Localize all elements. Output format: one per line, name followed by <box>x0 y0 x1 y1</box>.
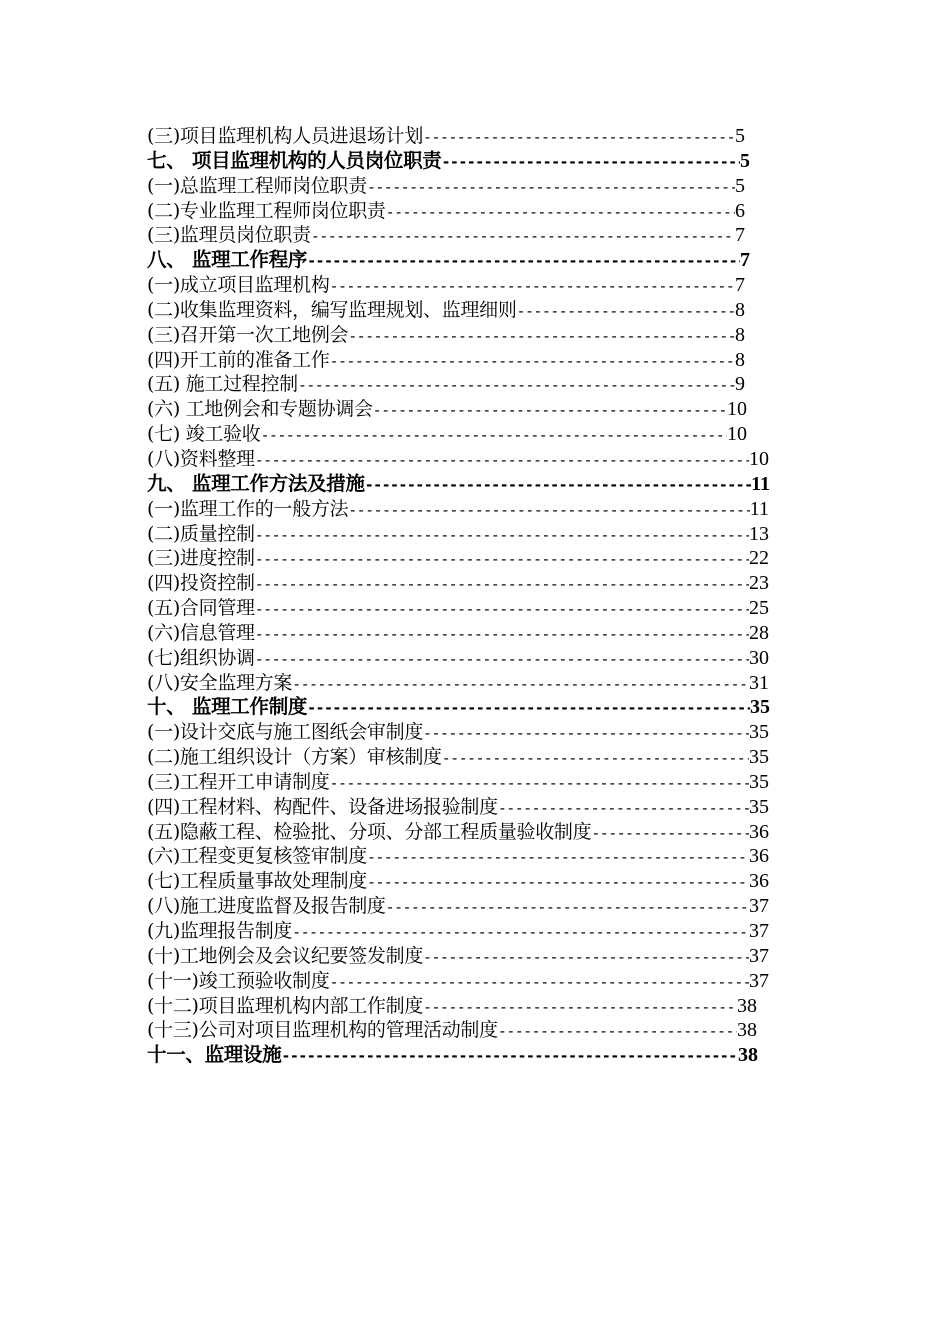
toc-entry-title: (一)成立项目监理机构 <box>147 274 330 297</box>
toc-entry-title: (四)投资控制 <box>147 572 255 595</box>
toc-dash-leader <box>386 895 749 919</box>
toc-dash-leader <box>330 349 735 373</box>
toc-page-number: 7 <box>740 249 750 272</box>
toc-dash-leader <box>255 547 749 571</box>
toc-section-entry[interactable] <box>147 323 745 348</box>
toc-dash-leader <box>423 125 735 149</box>
toc-entry-title: 十一、监理设施 <box>147 1043 282 1067</box>
toc-chapter-entry[interactable] <box>147 248 750 273</box>
toc-dash-leader <box>386 200 735 224</box>
toc-entry-title: (六)信息管理 <box>147 621 255 644</box>
toc-entry-title: (五)合同管理 <box>147 597 255 620</box>
toc-entry-title: (一)监理工作的一般方法 <box>147 497 349 520</box>
toc-entry-title: (十三)公司对项目监理机构的管理活动制度 <box>147 1019 498 1042</box>
toc-page-number: 36 <box>749 820 769 843</box>
toc-page-number: 6 <box>735 199 745 222</box>
toc-dash-leader <box>292 672 749 696</box>
toc-entry-title: 十、 监理工作制度 <box>147 695 308 719</box>
toc-dash-leader <box>255 523 749 547</box>
toc-entry-title: (四)开工前的准备工作 <box>147 348 330 371</box>
toc-page-number: 11 <box>749 497 769 520</box>
toc-page-number: 38 <box>737 1019 757 1042</box>
toc-dash-leader <box>330 771 749 795</box>
toc-dash-leader <box>517 299 735 323</box>
toc-dash-leader <box>298 373 735 397</box>
toc-page-number: 36 <box>749 870 769 893</box>
toc-dash-leader <box>423 995 737 1019</box>
toc-section-entry[interactable] <box>147 646 769 671</box>
toc-entry-title: (四)工程材料、构配件、设备进场报验制度 <box>147 795 498 818</box>
toc-page-number: 38 <box>737 994 757 1017</box>
toc-section-entry[interactable] <box>147 969 769 994</box>
toc-page-number: 9 <box>735 373 745 396</box>
toc-entry-title: (五)隐蔽工程、检验批、分项、分部工程质量验收制度 <box>147 820 592 843</box>
toc-page-number: 37 <box>749 969 769 992</box>
toc-page-number: 38 <box>738 1044 758 1067</box>
toc-section-entry[interactable] <box>147 844 769 869</box>
toc-dash-leader <box>260 423 727 447</box>
toc-section-entry[interactable] <box>147 522 769 547</box>
toc-dash-leader <box>591 821 749 845</box>
toc-section-entry[interactable] <box>147 770 769 795</box>
toc-section-entry[interactable] <box>147 422 747 447</box>
toc-page-number: 10 <box>727 423 747 446</box>
toc-entry-title: (一)总监理工程师岗位职责 <box>147 174 367 197</box>
toc-section-entry[interactable] <box>147 174 745 199</box>
table-of-contents <box>147 124 787 1068</box>
toc-entry-title: 八、 监理工作程序 <box>147 248 308 272</box>
toc-dash-leader <box>367 845 749 869</box>
toc-chapter-entry[interactable] <box>147 149 750 174</box>
toc-dash-leader <box>423 721 749 745</box>
toc-page-number: 8 <box>735 298 745 321</box>
toc-entry-title: (七)工程质量事故处理制度 <box>147 870 367 893</box>
toc-page-number: 35 <box>749 721 769 744</box>
toc-entry-title: (三)进度控制 <box>147 547 255 570</box>
toc-section-entry[interactable] <box>147 869 769 894</box>
toc-dash-leader <box>255 647 749 671</box>
toc-dash-leader <box>330 970 749 994</box>
toc-entry-title: (三)召开第一次工地例会 <box>147 323 349 346</box>
toc-dash-leader <box>281 1044 738 1068</box>
toc-page-number: 35 <box>750 696 770 719</box>
toc-dash-leader <box>311 224 735 248</box>
toc-dash-leader <box>307 249 740 273</box>
toc-dash-leader <box>255 597 749 621</box>
toc-section-entry[interactable] <box>147 298 745 323</box>
toc-section-entry[interactable] <box>147 621 769 646</box>
toc-dash-leader <box>255 622 749 646</box>
toc-entry-title: (七)组织协调 <box>147 646 255 669</box>
toc-dash-leader <box>365 473 751 497</box>
toc-page-number: 37 <box>749 895 769 918</box>
toc-section-entry[interactable] <box>147 497 769 522</box>
toc-entry-title: (七) 竣工验收 <box>147 423 261 446</box>
toc-dash-leader <box>255 572 749 596</box>
toc-section-entry[interactable] <box>147 820 769 845</box>
toc-entry-title: (八)施工进度监督及报告制度 <box>147 895 386 918</box>
toc-page-number: 10 <box>749 447 769 470</box>
toc-dash-leader <box>348 324 735 348</box>
toc-section-entry[interactable] <box>147 745 769 770</box>
toc-dash-leader <box>367 870 749 894</box>
toc-page-number: 10 <box>727 398 747 421</box>
toc-section-entry[interactable] <box>147 944 769 969</box>
toc-page-number: 35 <box>749 746 769 769</box>
toc-page-number: 37 <box>749 944 769 967</box>
toc-entry-title: (二)施工组织设计（方案）审核制度 <box>147 746 442 769</box>
toc-chapter-entry[interactable] <box>147 1043 758 1068</box>
toc-section-entry[interactable] <box>147 546 769 571</box>
toc-page-number: 35 <box>749 770 769 793</box>
toc-entry-title: (三)监理员岗位职责 <box>147 224 311 247</box>
toc-section-entry[interactable] <box>147 447 769 472</box>
toc-page-number: 36 <box>749 845 769 868</box>
toc-page-number: 35 <box>749 795 769 818</box>
toc-section-entry[interactable] <box>147 223 745 248</box>
toc-section-entry[interactable] <box>147 273 745 298</box>
toc-section-entry[interactable] <box>147 596 769 621</box>
toc-entry-title: (八)资料整理 <box>147 447 255 470</box>
toc-dash-leader <box>373 398 727 422</box>
toc-page-number: 25 <box>749 597 769 620</box>
toc-entry-title: (十二)项目监理机构内部工作制度 <box>147 994 424 1017</box>
toc-page-number: 8 <box>735 348 745 371</box>
toc-entry-title: (九)监理报告制度 <box>147 920 293 942</box>
toc-dash-leader <box>498 796 749 820</box>
toc-page-number: 37 <box>749 920 769 942</box>
toc-entry-title: (五) 施工过程控制 <box>147 373 298 396</box>
toc-section-entry[interactable] <box>147 671 769 696</box>
toc-dash-leader <box>292 920 749 944</box>
toc-section-entry[interactable] <box>147 1018 757 1043</box>
toc-page-number: 11 <box>751 472 770 495</box>
toc-section-entry[interactable] <box>147 348 745 373</box>
toc-section-entry[interactable] <box>147 372 745 397</box>
toc-dash-leader <box>442 150 741 174</box>
toc-entry-title: (六) 工地例会和专题协调会 <box>147 398 373 421</box>
toc-dash-leader <box>330 274 735 298</box>
toc-section-entry[interactable] <box>147 894 769 919</box>
toc-entry-title: (二)收集监理资料，编写监理规划、监理细则 <box>147 298 517 321</box>
toc-entry-title: 七、 项目监理机构的人员岗位职责 <box>147 148 442 172</box>
toc-page-number: 23 <box>749 572 769 595</box>
toc-section-entry[interactable] <box>147 124 745 149</box>
toc-dash-leader <box>367 175 735 199</box>
toc-page-number: 5 <box>735 125 745 147</box>
toc-entry-title: (一)设计交底与施工图纸会审制度 <box>147 721 424 744</box>
toc-section-entry[interactable] <box>147 397 747 422</box>
toc-entry-title: (十)工地例会及会议纪要签发制度 <box>147 944 424 967</box>
toc-entry-title: (三)工程开工申请制度 <box>147 770 330 793</box>
toc-chapter-entry[interactable] <box>147 695 770 720</box>
toc-entry-title: (二)专业监理工程师岗位职责 <box>147 199 386 222</box>
toc-section-entry[interactable] <box>147 720 769 745</box>
toc-entry-title: 九、 监理工作方法及措施 <box>147 471 365 495</box>
toc-page-number: 22 <box>749 547 769 570</box>
toc-page-number: 28 <box>749 621 769 644</box>
toc-entry-title: (八)安全监理方案 <box>147 671 293 694</box>
toc-dash-leader <box>498 1019 737 1043</box>
toc-entry-title: (二)质量控制 <box>147 522 255 545</box>
toc-dash-leader <box>255 448 749 472</box>
toc-page-number: 5 <box>740 149 750 172</box>
toc-section-entry[interactable] <box>147 795 769 820</box>
toc-page-number: 30 <box>749 646 769 669</box>
toc-entry-title: (十一)竣工预验收制度 <box>147 969 330 992</box>
toc-page-number: 31 <box>749 671 769 694</box>
toc-page-number: 13 <box>749 522 769 545</box>
toc-dash-leader <box>307 696 750 720</box>
toc-section-entry[interactable] <box>147 571 769 596</box>
toc-dash-leader <box>348 498 750 522</box>
toc-section-entry[interactable] <box>147 994 757 1019</box>
toc-dash-leader <box>423 945 749 969</box>
toc-chapter-entry[interactable] <box>147 472 770 497</box>
toc-section-entry[interactable] <box>147 919 769 944</box>
toc-entry-title: (六)工程变更复核签审制度 <box>147 845 367 868</box>
toc-page-number: 5 <box>735 174 745 197</box>
toc-page-number: 8 <box>735 323 745 346</box>
toc-section-entry[interactable] <box>147 199 745 224</box>
toc-page-number: 7 <box>735 274 745 297</box>
toc-entry-title: (三)项目监理机构人员进退场计划 <box>147 125 424 147</box>
toc-dash-leader <box>442 746 749 770</box>
toc-page-number: 7 <box>735 224 745 247</box>
